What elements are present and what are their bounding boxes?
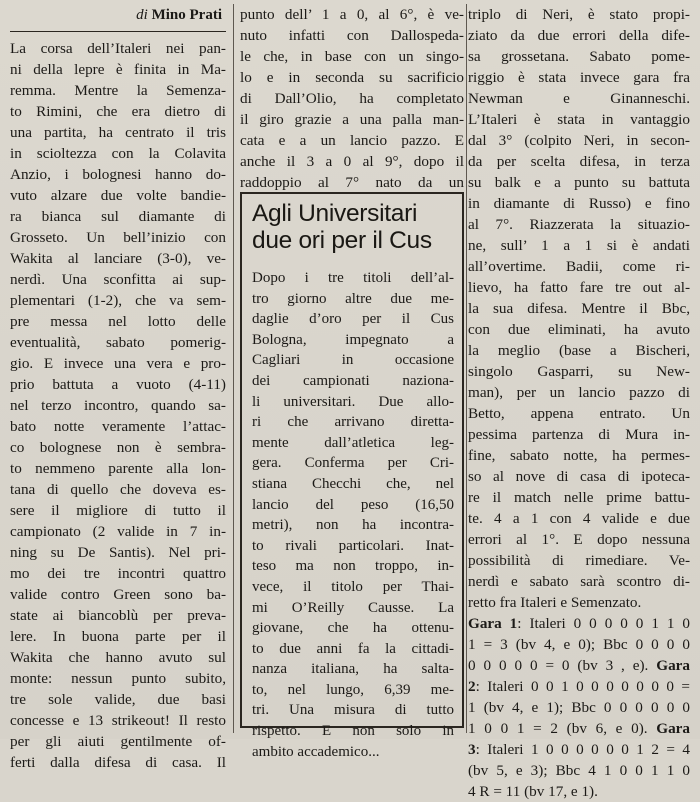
- score-line: [468, 613, 690, 634]
- text-line: mo dei tre incontri quattro: [10, 565, 226, 582]
- text-line: metri), non ha incontra-: [252, 517, 454, 534]
- text-line: riggio è stata invece gara fra: [468, 69, 690, 86]
- column-divider-1: [233, 4, 234, 733]
- text-line: dei campionati naziona-: [252, 372, 454, 389]
- text-line: tana di quello che doveva es-: [10, 481, 226, 498]
- text-line: rispetto. E non solo in: [252, 723, 454, 740]
- text-line: ri che arrivano diretta-: [252, 414, 454, 431]
- text-line: mente dall’atletica leg-: [252, 434, 454, 451]
- text-line: mi O’Reilly Causse. La: [252, 599, 454, 616]
- text-line: to rivali particolari. Inat-: [252, 537, 454, 554]
- score-text: 1 0 0 1 = 2 (bv 6, e 0).: [468, 720, 657, 737]
- text-line: fine, sabato notte, ha permes-: [468, 447, 690, 464]
- column-3: [468, 4, 690, 802]
- text-line: co bolognese non è sembra-: [10, 439, 226, 456]
- text-line: gera. Conferma per Cri-: [252, 455, 454, 472]
- text-line: ni della lepre è finita in Ma-: [10, 61, 226, 78]
- text-line: lancio del peso (16,50: [252, 496, 454, 513]
- text-line: campionato (2 valide in 7 in-: [10, 523, 226, 540]
- score-text: 1 (bv 4, e 1); Bbc 0 0 0 0 0 0: [468, 699, 690, 716]
- text-line: li universitari. Due allo-: [252, 393, 454, 410]
- text-line: Wakita al lanciare (3-0), ve-: [10, 250, 226, 267]
- score-text: 4 R = 11 (bv 17, e 1).: [468, 783, 598, 800]
- text-line: concesse e 13 strikeout! Il resto: [10, 712, 226, 729]
- text-line: vuto alzare due volte bandie-: [10, 187, 226, 204]
- text-line: su balk e a punto su battuta: [468, 174, 690, 191]
- score-text: : Italeri 0 0 1 0 0 0 0 0 0 0 =: [475, 678, 690, 695]
- text-line: nerdì. Una sconfitta ai sup-: [10, 271, 226, 288]
- text-line: stiana Checchi che, nel: [252, 475, 454, 492]
- text-line: valide contro Green sono ba-: [10, 586, 226, 603]
- column-3-text: [468, 4, 690, 613]
- text-line: per gli aiuti gentilmente of-: [10, 733, 226, 750]
- text-line: in diamante di Russo) e fino: [468, 195, 690, 212]
- text-line: state ai biancoblù per preva-: [10, 607, 226, 624]
- text-line: Grosseto. Un bell’inizio con: [10, 229, 226, 246]
- text-line: to Rimini, che era dietro di: [10, 103, 226, 120]
- text-line: monte: nessun punto subito,: [10, 670, 226, 687]
- score-text: 0 0 0 0 0 = 0 (bv 3 , e).: [468, 657, 657, 674]
- text-line: nerdì e sabato sarà scontro di-: [468, 573, 690, 590]
- text-line: pessima partenza di Mura in-: [468, 426, 690, 443]
- byline-prefix: di: [136, 7, 148, 23]
- text-line: cata e a un lancio pazzo. E: [240, 132, 464, 149]
- text-line: remma. Mentre la Semenza-: [10, 82, 226, 99]
- text-line: lere. In buona parte per il: [10, 628, 226, 645]
- text-line: L’Italeri è stata in vantaggio: [468, 111, 690, 128]
- text-line: ne, sull’ 1 a 1 si è andati: [468, 237, 690, 254]
- text-line: ra bianca sul diamante di: [10, 208, 226, 225]
- score-text: : Italeri 1 0 0 0 0 0 0 1 2 = 4: [475, 741, 690, 758]
- text-line: bato notte veramente l’attac-: [10, 418, 226, 435]
- text-line: La corsa dell’Italeri nei pan-: [10, 40, 226, 57]
- sidebar-title-line-1: Agli Universitari: [252, 200, 418, 227]
- text-line: to, nel lungo, 6,39 me-: [252, 681, 454, 698]
- text-line: vece, il titolo per Thai-: [252, 578, 454, 595]
- text-line: sa grossetana. Sabato pome-: [468, 48, 690, 65]
- text-line: ziato da due errori della dife-: [468, 27, 690, 44]
- text-line: lievo, ha fatto fare tre out al-: [468, 279, 690, 296]
- column-2: [240, 4, 464, 193]
- text-line: la sua difesa. Mentre il Bbc,: [468, 300, 690, 317]
- column-divider-2: [466, 4, 467, 733]
- text-line: singolo Gasparri, su New-: [468, 363, 690, 380]
- text-line: Dopo i tre titoli dell’al-: [252, 270, 454, 286]
- score-text: : Italeri 0 0 0 0 0 1 1 0: [517, 615, 690, 632]
- sidebar-body: [252, 268, 454, 762]
- text-line: Cagliari in occasione: [252, 352, 454, 369]
- game-label: 2: [468, 678, 476, 695]
- text-line: tri. Una misura di tutto: [252, 702, 454, 719]
- game-label: Gara: [656, 720, 690, 737]
- text-line: re il match nelle prime battu-: [468, 489, 690, 506]
- text-line: retto fra Italeri e Semenzato.: [468, 594, 642, 611]
- sidebar-box: [240, 192, 464, 760]
- text-line: Bologna, impegnato a: [252, 331, 454, 348]
- text-line: sere il migliore di tutto il: [10, 502, 226, 519]
- text-line: Betto, appena entrato. Un: [468, 405, 690, 422]
- score-line: [468, 739, 690, 760]
- text-line: to nemmeno parente alla lon-: [10, 460, 226, 477]
- column-2-text: [240, 4, 464, 193]
- text-line: prio battuta a vuoto (4-11): [10, 376, 226, 393]
- text-line: nanza italiana, ha salta-: [252, 661, 454, 678]
- sidebar-title-line-2: due ori per il Cus: [252, 227, 432, 254]
- scores-block: [468, 613, 690, 802]
- text-line: Anzio, i bolognesi hanno do-: [10, 166, 226, 183]
- byline-rule: [10, 31, 226, 32]
- text-line: in scioltezza con la Colavita: [10, 145, 226, 162]
- text-line: nel terzo incontro, quando sa-: [10, 397, 226, 414]
- text-line: Newman e Ginanneschi.: [468, 90, 690, 107]
- text-line: triplo di Neri, è stato propi-: [468, 6, 690, 23]
- text-line: so al nove di casa di ipoteca-: [468, 468, 690, 485]
- score-line: [468, 634, 690, 655]
- text-line: eventualità, sabato pomerig-: [10, 334, 226, 351]
- text-line: ning su De Santis). Nel pri-: [10, 544, 226, 561]
- text-line: gio. E invece una vera e pro-: [10, 355, 226, 372]
- text-line: errori al 1°. E dopo nessuna: [468, 531, 690, 548]
- score-line: [468, 655, 690, 676]
- text-line: punto dell’ 1 a 0, al 6°, è ve-: [240, 6, 464, 23]
- text-line: lo e in seconda su sacrificio: [240, 69, 464, 86]
- text-line: con due eliminati, ha avuto: [468, 321, 690, 338]
- text-line: teso ma non troppo, in-: [252, 558, 454, 575]
- text-line: nuto infatti con Dallospeda-: [240, 27, 464, 44]
- score-line: [468, 781, 690, 802]
- text-line: dal 3° (colpito Neri, in secon-: [468, 132, 690, 149]
- text-line: to due anni fa la cittadi-: [252, 640, 454, 657]
- text-line: plementari (1-2), che va sem-: [10, 292, 226, 309]
- text-line: possibilità di rimediare. Ve-: [468, 552, 690, 569]
- game-label: Gara: [656, 657, 690, 674]
- text-line: te. 4 a 1 con 4 valide e due: [468, 510, 690, 527]
- text-line: la meglio (base a Bischeri,: [468, 342, 690, 359]
- score-text: 1 = 3 (bv 4, e 0); Bbc 0 0 0 0: [468, 636, 690, 653]
- text-line: il giro grazie a una palla man-: [240, 111, 464, 128]
- text-line: anche il 3 a 0 al 9°, dopo il: [240, 153, 464, 170]
- text-line: Wakita che hanno avuto sul: [10, 649, 226, 666]
- game-label: 3: [468, 741, 476, 758]
- score-line: [468, 676, 690, 697]
- text-line: tro giorno altre due me-: [252, 290, 454, 307]
- column-1: [10, 4, 226, 773]
- score-line: [468, 760, 690, 781]
- text-line: tre sole valide, due basi: [10, 691, 226, 708]
- text-line: una partita, ha centrato il tris: [10, 124, 226, 141]
- text-line: di Dall’Olio, ha completato: [240, 90, 464, 107]
- text-line: raddoppio al 7° nato da un: [240, 174, 464, 191]
- text-line: ambito accademico...: [252, 743, 380, 760]
- game-label: Gara 1: [468, 615, 518, 632]
- byline: [10, 4, 226, 26]
- score-text: (bv 5, e 3); Bbc 4 1 0 0 1 1 0: [468, 762, 690, 779]
- score-line: [468, 697, 690, 718]
- text-line: ferti dalla difesa di casa. Il: [10, 754, 226, 771]
- score-line: [468, 718, 690, 739]
- text-line: all’overtime. Badii, come ri-: [468, 258, 690, 275]
- byline-author: Mino Prati: [151, 7, 222, 23]
- text-line: man), per un lancio pazzo di: [468, 384, 690, 401]
- text-line: da per scelta difesa, in terza: [468, 153, 690, 170]
- text-line: daglie d’oro per il Cus: [252, 311, 454, 328]
- text-line: le che, in base con un singo-: [240, 48, 464, 65]
- text-line: giovane, che ha ottenu-: [252, 620, 454, 637]
- text-line: pre messa nel lotto delle: [10, 313, 226, 330]
- column-1-text: [10, 38, 226, 773]
- text-line: al 7°. Riazzerata la situazio-: [468, 216, 690, 233]
